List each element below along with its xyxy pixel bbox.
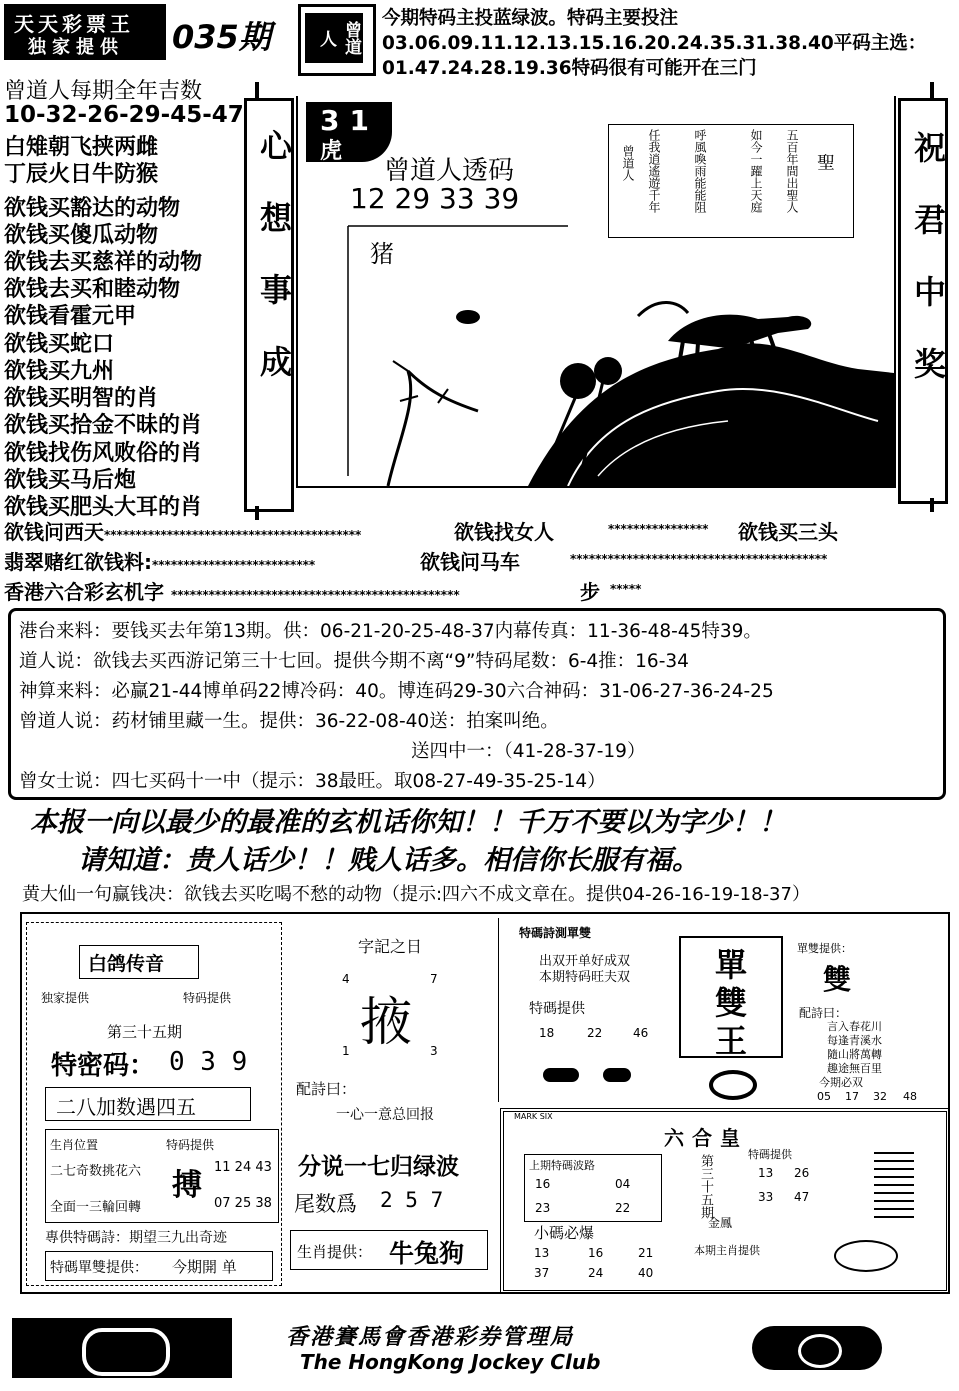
zodiac-label: 生肖位置 <box>50 1138 99 1152</box>
prb-prov-num: 33 <box>758 1190 774 1204</box>
prb-wave-num: 22 <box>615 1201 631 1215</box>
star-line-stars: ********************************************** <box>170 588 460 602</box>
prb-small-label: 小碼必爆 <box>534 1224 595 1242</box>
left-list-item: 欲钱买蛇口 <box>4 332 115 357</box>
star-line <box>4 576 460 605</box>
flower-icon <box>709 1070 757 1100</box>
scroll-left-text: 心想事成 <box>255 129 293 417</box>
star-line-text: 欲钱找女人 <box>454 520 554 544</box>
big-char-1: 單 <box>715 946 748 984</box>
single-label: 特碼單雙提供： <box>50 1260 148 1276</box>
animal-icon <box>543 1068 579 1082</box>
star-line-text: 翡翠赌红欲钱料: <box>4 550 152 574</box>
tail-value: 2 5 7 <box>380 1188 444 1212</box>
star-line-text: 欲钱买三头 <box>738 520 838 544</box>
poem-line: 五百年間出聖人 <box>785 129 799 213</box>
badge-text: 曾道人 <box>305 13 363 63</box>
left-list-item: 欲钱去买慈祥的动物 <box>4 250 203 275</box>
info-box <box>8 608 946 800</box>
prt-poem-1: 出双开单好成双 <box>539 954 631 969</box>
footer-org-en: The HongKong Jockey Club <box>300 1350 601 1374</box>
panel-right-top <box>498 918 943 1102</box>
big-char-3: 王 <box>715 1022 748 1060</box>
left-list-item: 欲钱去买和睦动物 <box>4 277 181 302</box>
panel-mid-char: 掖 <box>360 993 413 1053</box>
panel-mid-zodiac-value: 牛兔狗 <box>389 1239 465 1268</box>
panel-mid-title: 字記之日 <box>358 937 423 956</box>
star-line-stars: ***************************************** <box>104 528 362 542</box>
info-line: 神算来料：必赢21-44博单码22博冷码：40。博连码29-30六合神码：31-06-27-36-24-25 <box>19 681 774 702</box>
prb-emblem-icon <box>834 1240 898 1272</box>
footer-logo-right-mark <box>798 1334 842 1368</box>
logo-text-1: 天天彩票王 <box>14 12 134 36</box>
panel-mid-poem: 一心一意总回报 <box>336 1107 434 1123</box>
prb-issue: 第三十五期 <box>698 1154 713 1219</box>
left-list-item: 丁辰火日牛防猴 <box>4 162 159 187</box>
prt-right-foot: 今期必双 <box>819 1076 863 1089</box>
prt-num: 46 <box>633 1026 649 1040</box>
prb-mark: 金鳳 <box>708 1216 733 1230</box>
footer-logo-shape <box>82 1328 170 1376</box>
scroll-right-text: 祝君中奖 <box>909 131 947 419</box>
tema-label: 特密码： <box>51 1051 156 1081</box>
poem-line: 如今一躍上天庭 <box>749 129 763 213</box>
scroll-rod-right-bottom <box>930 498 934 512</box>
num-tr: 7 <box>430 972 438 986</box>
logo-box <box>4 4 166 60</box>
star-line-stars: ************************** <box>152 558 316 572</box>
info-line: 送四中一：（41-28-37-19） <box>411 741 646 762</box>
poem-label: 配詩曰： <box>296 1080 357 1098</box>
prt-right-poem-line: 趣途無百里 <box>827 1062 882 1075</box>
left-list-item: 欲钱买九州 <box>4 359 115 384</box>
prt-right-poem-line: 每逢青溪水 <box>827 1034 882 1047</box>
prb-small-num: 24 <box>588 1266 604 1280</box>
info-line: 道人说：欲钱去买西游记第三十七回。提供今期不离“9”特码尾数：6-4推：16-34 <box>19 651 689 672</box>
phrase-box <box>45 1087 251 1121</box>
poem-title: 聖 <box>817 153 835 174</box>
prt-right-poem-line: 隨山將萬轉 <box>827 1048 882 1061</box>
poem-line: 呼風喚雨能能阻 <box>693 129 707 213</box>
tail-label: 尾数爲 <box>294 1192 357 1216</box>
left-list-item: 欲钱找伤风败俗的肖 <box>4 441 203 466</box>
prt-bottom-num: 48 <box>903 1090 917 1103</box>
prt-right-title: 單雙提供： <box>797 942 852 955</box>
painting <box>296 96 896 488</box>
tema-value: 0 3 9 <box>169 1047 248 1077</box>
prt-num: 22 <box>587 1026 603 1040</box>
prt-right-poem-label: 配詩曰： <box>799 1006 848 1020</box>
prb-small-num: 13 <box>534 1246 550 1260</box>
intro-text: 今期特码主投蓝绿波。特码主要投注03.06.09.11.12.13.15.16.20.24.35.31.38.40平码主选：01.47.24.28.19.36特码很有可能开在三门 <box>382 8 927 79</box>
prb-small-num: 40 <box>638 1266 654 1280</box>
info-line: 港台来料：要钱买去年第13期。供：06-21-20-25-48-37内幕传真：11-36-48-45特39。 <box>19 621 762 642</box>
prt-bottom-num: 05 <box>817 1090 831 1103</box>
scroll-left <box>244 98 294 512</box>
prt-num: 18 <box>539 1026 555 1040</box>
special-nums-2: 07 25 38 <box>214 1196 272 1211</box>
prt-right-char: 雙 <box>823 963 852 996</box>
info-line: 曾道人说：药材铺里藏一生。提供：36-22-08-40送：拍案叫绝。 <box>19 711 559 732</box>
animal-icon <box>603 1068 631 1082</box>
painting-numbers: 12 29 33 39 <box>350 182 520 215</box>
panel-left-poem: 專供特碼詩：期望三九出奇迹 <box>45 1230 227 1246</box>
zodiac-box <box>290 1230 488 1270</box>
prt-bottom-num: 32 <box>873 1090 887 1103</box>
panel-left <box>26 922 282 1286</box>
num-br: 3 <box>430 1044 438 1058</box>
prb-prov-num: 13 <box>758 1166 774 1180</box>
special-char: 搏 <box>172 1168 202 1203</box>
footer-logo-left <box>12 1318 232 1378</box>
prb-small-num: 16 <box>588 1246 604 1260</box>
left-list-item: 欲钱买豁达的动物 <box>4 196 181 221</box>
footer-org-cn: 香港賽馬會香港彩券管理局 <box>286 1324 575 1350</box>
panel-left-sub-right: 特码提供 <box>183 991 232 1005</box>
single-box <box>45 1251 273 1281</box>
prb-corner-icon <box>874 1152 914 1222</box>
prb-wave-label: 上期特碼波路 <box>529 1159 595 1172</box>
left-list-item: 欲钱买马后炮 <box>4 468 137 493</box>
star-line-text: 欲钱问马车 <box>420 550 520 574</box>
num-tl: 4 <box>342 972 350 986</box>
prb-wave-num: 04 <box>615 1177 631 1191</box>
slogan-2: 请知道：贵人话少！！贱人话多。相信你长服有福。 <box>78 845 699 876</box>
left-list-item: 曾道人每期全年吉数 <box>4 79 203 104</box>
slogan-1: 本报一向以最少的最准的玄机话你知！！千万不要以为字少！！ <box>30 807 786 838</box>
panel-left-sub-left: 独家提供 <box>41 991 90 1005</box>
prb-main-label: 本期主肖提供 <box>694 1244 760 1257</box>
prb-border-text: MARK SIX <box>514 1112 553 1121</box>
left-list-item: 白雉朝飞挟两雌 <box>4 135 159 160</box>
star-line <box>4 516 361 545</box>
panel-mid <box>284 922 492 1284</box>
issue-number: 035期 <box>172 18 271 56</box>
zodiac-grid <box>45 1129 279 1223</box>
panel-left-phrase: 二八加数遇四五 <box>56 1095 196 1119</box>
star-line-stars: **************** <box>608 522 709 536</box>
poem-line: 曾道人 <box>621 145 635 181</box>
panel-mid-wave: 分说一七归绿波 <box>298 1154 459 1180</box>
star-line-text: 欲钱问西天 <box>4 520 104 544</box>
left-list-item: 10-32-26-29-45-47 <box>4 102 244 128</box>
footer-logo-right <box>752 1326 882 1370</box>
prt-right-poem-line: 言入春花川 <box>827 1020 882 1033</box>
painting-badge <box>306 102 392 162</box>
poem-line: 任我逍遙遊千年 <box>647 129 661 213</box>
left-list-item: 欲钱买拾金不昧的肖 <box>4 413 203 438</box>
big-char-2: 雙 <box>715 984 748 1022</box>
panel-left-issue: 第三十五期 <box>107 1023 183 1041</box>
daoren-badge <box>298 4 376 76</box>
prt-poem-2: 本期特码旺夫双 <box>539 970 631 985</box>
star-line-text: 香港六合彩玄机字 <box>4 580 164 604</box>
dan-shuang-box <box>679 936 783 1058</box>
prb-small-num: 37 <box>534 1266 550 1280</box>
left-list-item: 欲钱买肥头大耳的肖 <box>4 495 203 520</box>
special-nums-1: 11 24 43 <box>214 1160 272 1175</box>
prb-wave-num: 16 <box>535 1177 551 1191</box>
single-value: 今期開 单 <box>172 1258 237 1276</box>
panel-mid-zodiac-label: 生肖提供： <box>297 1243 373 1261</box>
left-list-item: 欲钱看霍元甲 <box>4 304 137 329</box>
badge-number: 31 <box>320 104 379 137</box>
prb-title: 六合皇 <box>664 1126 748 1150</box>
painting-animal: 猪 <box>370 240 394 268</box>
special-label: 特码提供 <box>166 1138 215 1152</box>
prb-small-num: 21 <box>638 1246 654 1260</box>
prt-provide: 特碼提供 <box>529 1001 585 1017</box>
zodiac-text: 二七奇数挑花六 <box>50 1164 142 1179</box>
landscape-illustration <box>338 221 894 486</box>
prt-bottom-num: 17 <box>845 1090 859 1103</box>
left-list-item: 欲钱买明智的肖 <box>4 386 159 411</box>
huang-line: 黄大仙一句赢钱决：欲钱去买吃喝不愁的动物（提示:四六不成文章在。提供04-26-16-19-18-37） <box>22 884 810 905</box>
painting-title: 曾道人透码 <box>384 156 515 186</box>
bottom-panels <box>20 912 950 1294</box>
info-line: 曾女士说：四七买码十一中（提示：38最旺。取08-27-49-35-25-14） <box>19 771 606 792</box>
panel-left-title: 白鸽传音 <box>88 953 165 975</box>
star-line-text: 步 <box>580 580 600 604</box>
badge-zodiac: 虎 <box>320 139 343 164</box>
prb-prov-num: 47 <box>794 1190 810 1204</box>
panel-right-bottom <box>500 1108 950 1294</box>
star-line-stars: ***************************************** <box>570 552 828 566</box>
logo-text-2: 独家提供 <box>28 37 124 58</box>
scroll-right <box>898 98 948 504</box>
panel-left-title-box <box>79 945 199 979</box>
prb-prov-num: 26 <box>794 1166 810 1180</box>
left-list-item: 欲钱买傻瓜动物 <box>4 223 159 248</box>
prb-wave-num: 23 <box>535 1201 551 1215</box>
prt-title: 特碼詩測單雙 <box>519 926 592 940</box>
wave-box <box>524 1154 662 1222</box>
star-line <box>4 546 315 575</box>
full-text: 全面一三輪回轉 <box>50 1200 142 1215</box>
num-bl: 1 <box>342 1044 350 1058</box>
star-line-stars: ***** <box>610 582 642 596</box>
prb-provide: 特碼提供 <box>748 1148 792 1161</box>
